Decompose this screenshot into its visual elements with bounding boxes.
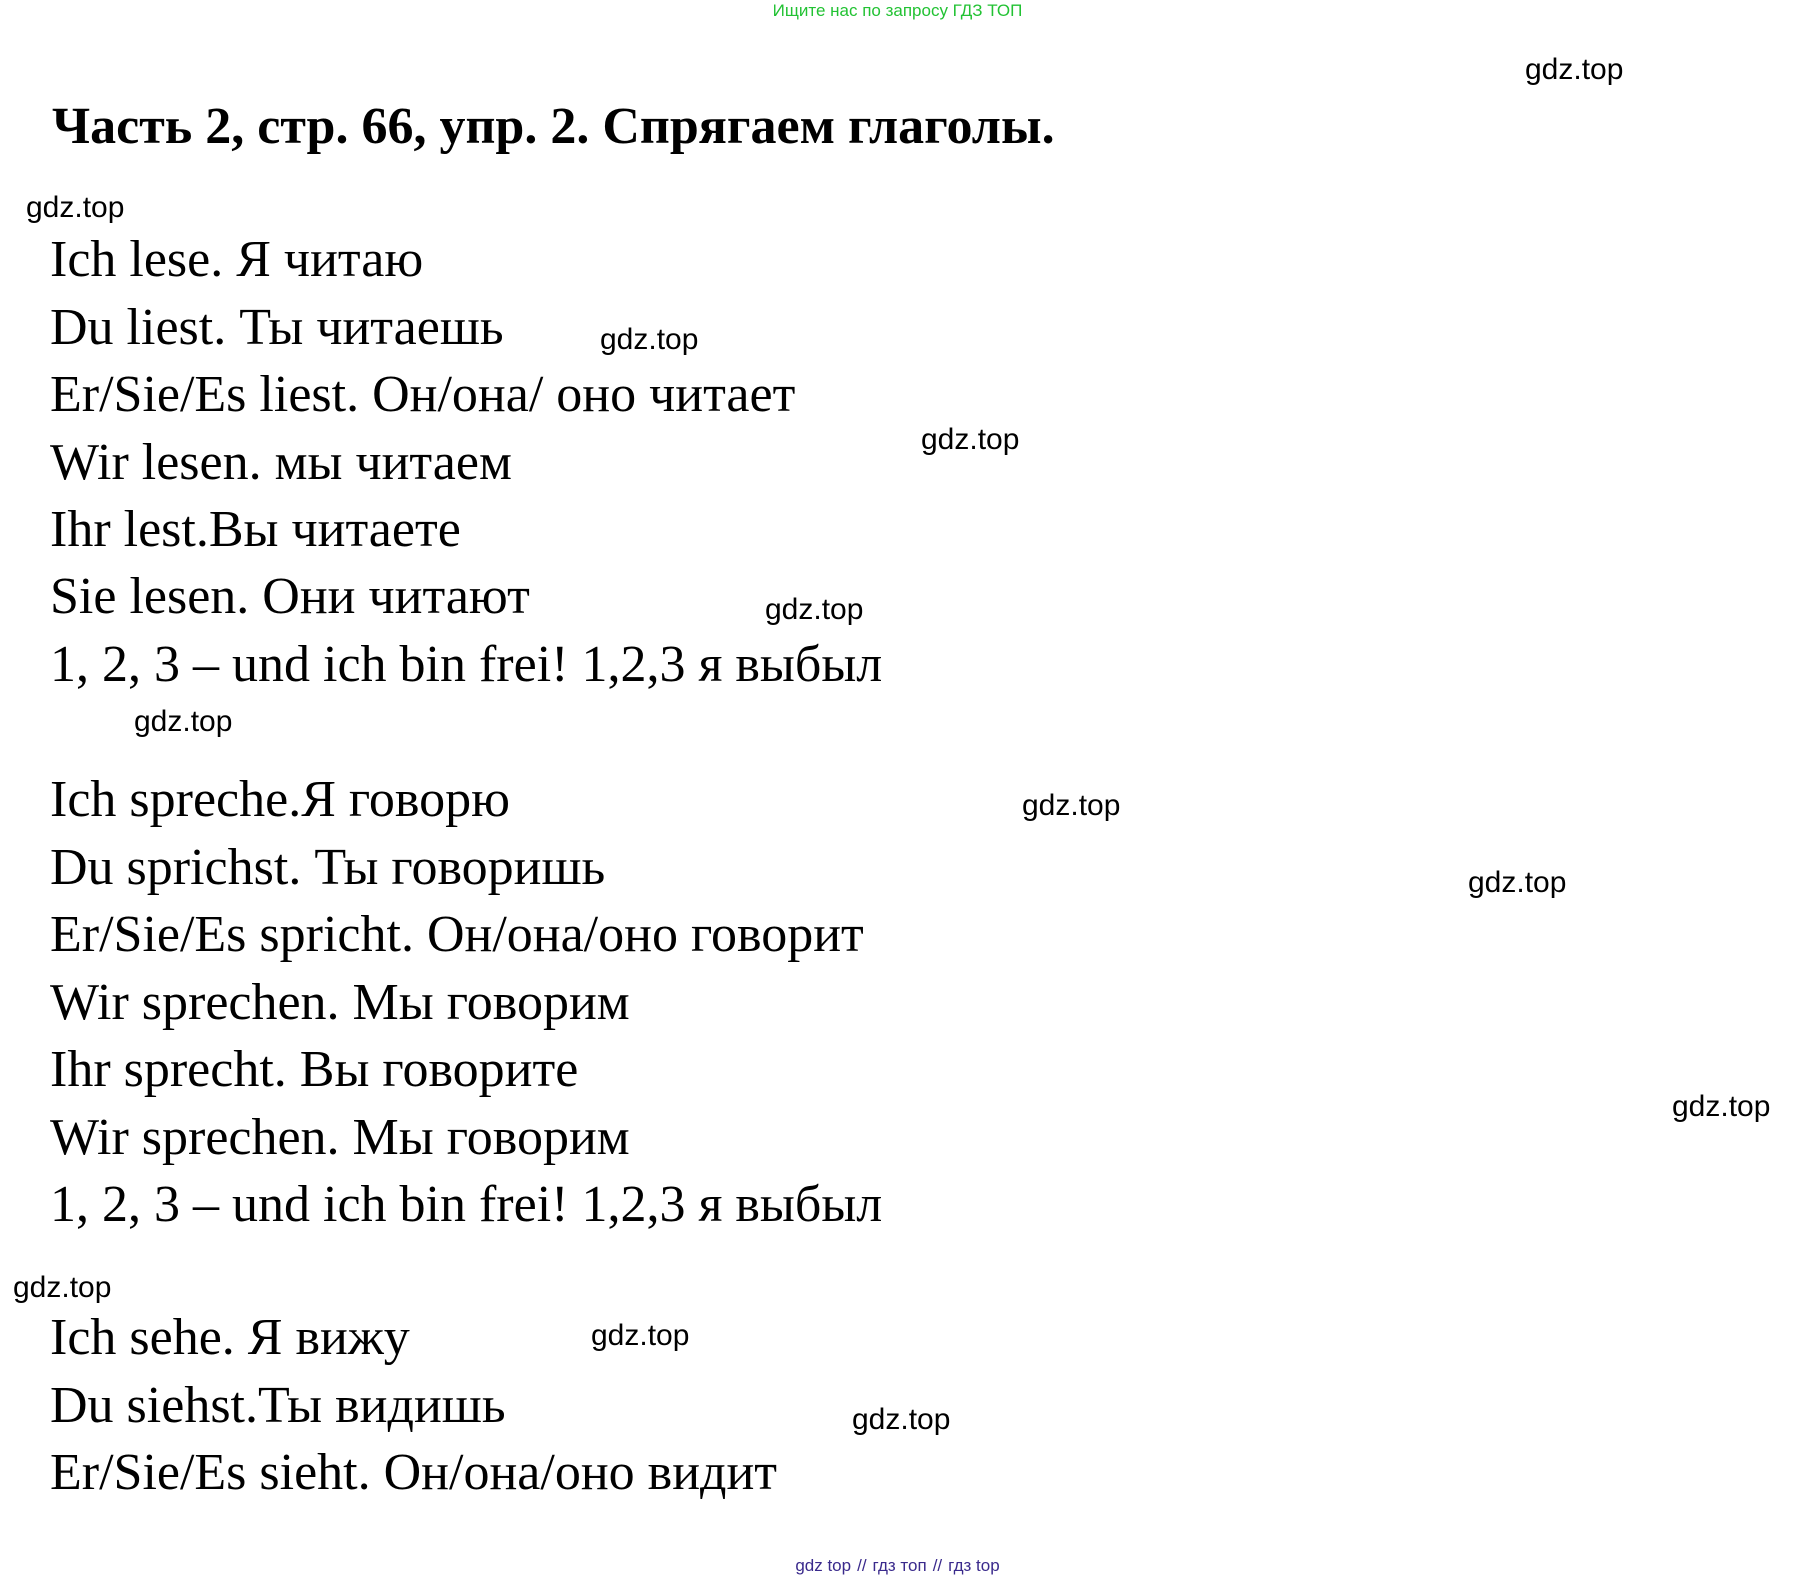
watermark: gdz.top — [852, 1403, 951, 1436]
watermark: gdz.top — [1672, 1090, 1771, 1123]
conjugation-line: Wir sprechen. Мы говорим — [50, 974, 630, 1031]
conjugation-line: 1, 2, 3 – und ich bin frei! 1,2,3 я выбыл — [50, 1176, 883, 1233]
conjugation-line: Ich sehe. Я вижу — [50, 1309, 410, 1366]
watermark: gdz.top — [13, 1271, 112, 1304]
conjugation-line: Er/Sie/Es liest. Он/она/ оно читает — [50, 366, 796, 423]
watermark: gdz.top — [1525, 53, 1624, 86]
footer-links — [0, 1556, 1795, 1576]
conjugation-line: Du liest. Ты читаешь — [50, 299, 504, 356]
conjugation-line: Ich lese. Я читаю — [50, 231, 424, 288]
page-title: Часть 2, стр. 66, упр. 2. Спрягаем глаголы. — [52, 98, 1055, 155]
footer-link-gdz-top-ru[interactable]: гдз топ — [872, 1556, 927, 1575]
conjugation-line: 1, 2, 3 – und ich bin frei! 1,2,3 я выбыл — [50, 636, 883, 693]
conjugation-line: Sie lesen. Они читают — [50, 568, 530, 625]
conjugation-line: Er/Sie/Es sieht. Он/она/оно видит — [50, 1444, 778, 1501]
watermark: gdz.top — [1468, 866, 1567, 899]
watermark: gdz.top — [765, 593, 864, 626]
search-hint-banner: Ищите нас по запросу ГДЗ ТОП — [772, 1, 1023, 20]
watermark: gdz.top — [600, 323, 699, 356]
watermark: gdz.top — [26, 191, 125, 224]
footer-link-gdz-top-mixed[interactable]: гдз top — [948, 1556, 1000, 1575]
conjugation-line: Ich spreche.Я говорю — [50, 771, 510, 828]
conjugation-line: Du sprichst. Ты говоришь — [50, 839, 606, 896]
footer-separator: // — [932, 1556, 943, 1575]
conjugation-line: Er/Sie/Es spricht. Он/она/оно говорит — [50, 906, 864, 963]
footer-link-gdz-top[interactable]: gdz top — [795, 1556, 852, 1575]
footer-separator: // — [857, 1556, 867, 1575]
watermark: gdz.top — [1022, 789, 1121, 822]
watermark: gdz.top — [591, 1319, 690, 1352]
watermark: gdz.top — [921, 423, 1020, 456]
conjugation-line: Du siehst.Ты видишь — [50, 1377, 506, 1434]
conjugation-line: Ihr lest.Вы читаете — [50, 501, 461, 558]
watermark: gdz.top — [134, 705, 233, 738]
conjugation-line: Ihr sprecht. Вы говорите — [50, 1041, 579, 1098]
conjugation-line: Wir lesen. мы читаем — [50, 434, 512, 491]
conjugation-line: Wir sprechen. Мы говорим — [50, 1109, 630, 1166]
